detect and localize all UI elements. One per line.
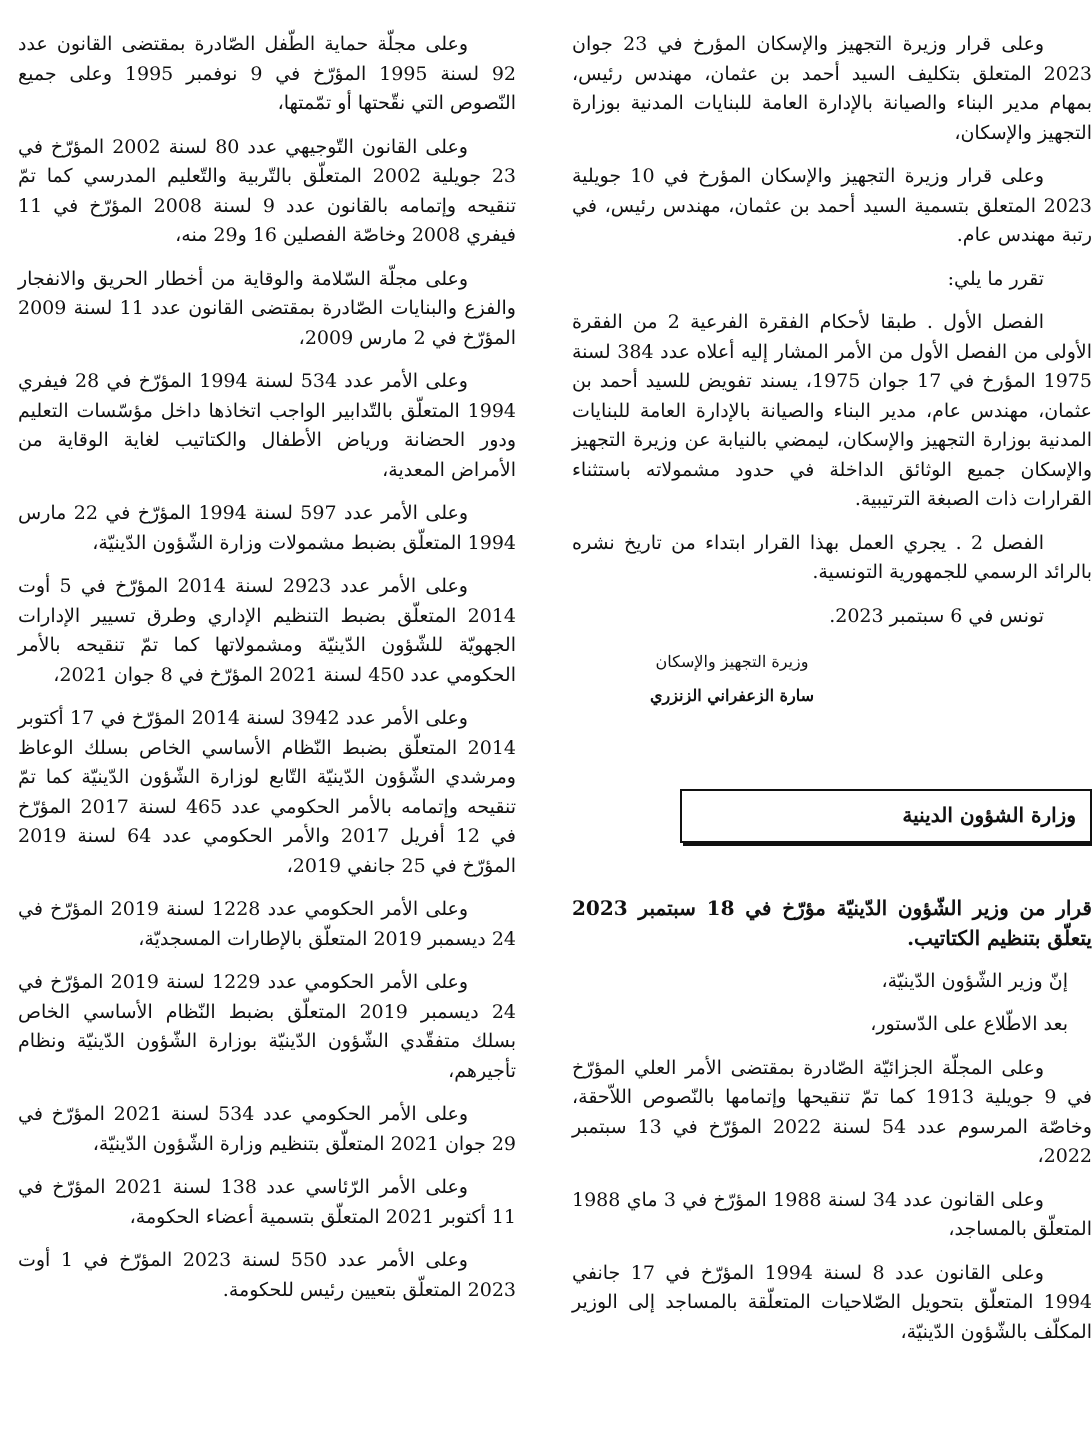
signature-title: وزيرة التجهيز والإسكان — [655, 652, 809, 671]
right-column — [572, 30, 1092, 1361]
article-1: الفصل الأول . طبقا لأحكام الفقرة الفرعية 2 من الفقرة الأولى من الفصل الأول من الأمر المشار إليه أعلاه عدد 384 لسنة 1975 المؤرخ في 17 جوان 1975، يسند تفويض للسيد أحمد بن عثمان، مهندس عام، مدير البناء والصيانة بالإدارة العامة للبنايات المدنية بوزارة التجهيز والإسكان، ليمضي بالنيابة عن وزيرة التجهيز والإسكان جميع الوثائق الداخلة في حدود مشمولاته باستثناء القرارات ذات الصبغة الترتيبية. — [572, 311, 1092, 510]
paragraph: وعلى الأمر عدد 534 لسنة 1994 المؤرّخ في 28 فيفري 1994 المتعلّق بالتّدابير الواجب اتخاذها داخل مؤسّسات التعليم ودور الحضانة ورياض الأطفال والكتاتيب لغاية الوقاية من الأمراض المعدية، — [18, 370, 516, 481]
article-2: الفصل 2 . يجري العمل بهذا القرار ابتداء من تاريخ نشره بالرائد الرسمي للجمهورية التونسية. — [572, 531, 1092, 583]
decision-intro: تقرر ما يلي: — [947, 267, 1044, 290]
paragraph: وعلى الأمر عدد 3942 لسنة 2014 المؤرّخ في 17 أكتوبر 2014 المتعلّق بضبط النّظام الأساسي الخاص بسلك الوعاظ ومرشدي الشّؤون الدّينيّة التّابع لوزارة الشّؤون الدّينيّة كما تمّ تنقيحه وإتمامه بالأمر الحكومي عدد 465 لسنة 2017 المؤرّخ في 12 أفريل 2017 والأمر الحكومي عدد 64 لسنة 2019 المؤرّخ في 25 جانفي 2019، — [18, 707, 516, 877]
paragraph: إنّ وزير الشّؤون الدّينيّة، — [881, 969, 1068, 992]
signature-block — [622, 645, 842, 713]
paragraph: وعلى الأمر الرّئاسي عدد 138 لسنة 2021 المؤرّخ في 11 أكتوبر 2021 المتعلّق بتسمية أعضاء الحكومة، — [18, 1176, 516, 1228]
left-column — [18, 30, 516, 1319]
decree-title: قرار من وزير الشّؤون الدّينيّة مؤرّخ في 18 سبتمبر 2023 يتعلّق بتنظيم الكتاتيب. — [572, 895, 1092, 950]
paragraph: وعلى الأمر عدد 550 لسنة 2023 المؤرّخ في 1 أوت 2023 المتعلّق بتعيين رئيس للحكومة. — [18, 1249, 516, 1301]
paragraph: وعلى المجلّة الجزائيّة الصّادرة بمقتضى الأمر العلي المؤرّخ في 9 جويلية 1913 كما تمّ تنقيحها وإتمامها بالنّصوص اللاّحقة، وخاصّة المرسوم عدد 54 لسنة 2022 المؤرّخ في 13 سبتمبر 2022، — [572, 1056, 1092, 1167]
signature-name: سارة الزعفراني الزنزري — [649, 686, 815, 705]
paragraph: وعلى الأمر الحكومي عدد 1229 لسنة 2019 المؤرّخ في 24 ديسمبر 2019 المتعلّق بضبط النّظام الأساسي الخاص بسلك متفقّدي الشّؤون الدّينيّة بوزارة الشّؤون الدّينيّة ونظام تأجيرهم، — [18, 971, 516, 1082]
paragraph: وعلى القانون عدد 8 لسنة 1994 المؤرّخ في 17 جانفي 1994 المتعلّق بتحويل الصّلاحيات المتعلّقة بالمساجد إلى الوزير المكلّف بالشّؤون الدّينيّة، — [572, 1261, 1092, 1343]
paragraph: وعلى القانون التّوجيهي عدد 80 لسنة 2002 المؤرّخ في 23 جويلية 2002 المتعلّق بالتّربية والتّعليم المدرسي كما تمّ تنقيحه وإتمامه بالقانون عدد 9 لسنة 2008 المؤرّخ في 11 فيفري 2008 وخاصّة الفصلين 16 و29 منه، — [18, 135, 516, 246]
paragraph: وعلى مجلّة السّلامة والوقاية من أخطار الحريق والانفجار والفزع والبنايات الصّادرة بمقتضى القانون عدد 11 لسنة 2009 المؤرّخ في 2 مارس 2009، — [18, 267, 516, 349]
paragraph: وعلى قرار وزيرة التجهيز والإسكان المؤرخ في 23 جوان 2023 المتعلق بتكليف السيد أحمد بن عثمان، مهندس رئيس، بمهام مدير البناء والصيانة بالإدارة العامة للبنايات المدنية بوزارة التجهيز والإسكان، — [572, 33, 1092, 144]
ministry-heading: وزارة الشؤون الدينية — [680, 789, 1092, 843]
paragraph: وعلى مجلّة حماية الطّفل الصّادرة بمقتضى القانون عدد 92 لسنة 1995 المؤرّخ في 9 نوفمبر 1995 وعلى جميع النّصوص التي نقّحتها أو تمّمتها، — [18, 33, 517, 114]
paragraph: بعد الاطّلاع على الدّستور، — [870, 1013, 1068, 1035]
paragraph: وعلى قرار وزيرة التجهيز والإسكان المؤرخ في 10 جويلية 2023 المتعلق بتسمية السيد أحمد بن عثمان، مهندس رئيس، في رتبة مهندس عام. — [572, 165, 1092, 246]
paragraph: وعلى الأمر عدد 2923 لسنة 2014 المؤرّخ في 5 أوت 2014 المتعلّق بضبط التنظيم الإداري وطرق تسيير الإدارات الجهويّة للشّؤون الدّينيّة ومشمولاتها كما تمّ تنقيحه بالأمر الحكومي عدد 450 لسنة 2021 المؤرّخ في 8 جوان 2021، — [18, 575, 516, 686]
paragraph: وعلى القانون عدد 34 لسنة 1988 المؤرّخ في 3 ماي 1988 المتعلّق بالمساجد، — [572, 1188, 1092, 1240]
paragraph: وعلى الأمر الحكومي عدد 534 لسنة 2021 المؤرّخ في 29 جوان 2021 المتعلّق بتنظيم وزارة الشّؤون الدّينيّة، — [18, 1103, 516, 1155]
paragraph: وعلى الأمر عدد 597 لسنة 1994 المؤرّخ في 22 مارس 1994 المتعلّق بضبط مشمولات وزارة الشّؤون الدّينيّة، — [18, 502, 516, 554]
date-line: تونس في 6 سبتمبر 2023. — [829, 604, 1044, 627]
paragraph: وعلى الأمر الحكومي عدد 1228 لسنة 2019 المؤرّخ في 24 ديسمبر 2019 المتعلّق بالإطارات المسجديّة، — [18, 898, 516, 950]
